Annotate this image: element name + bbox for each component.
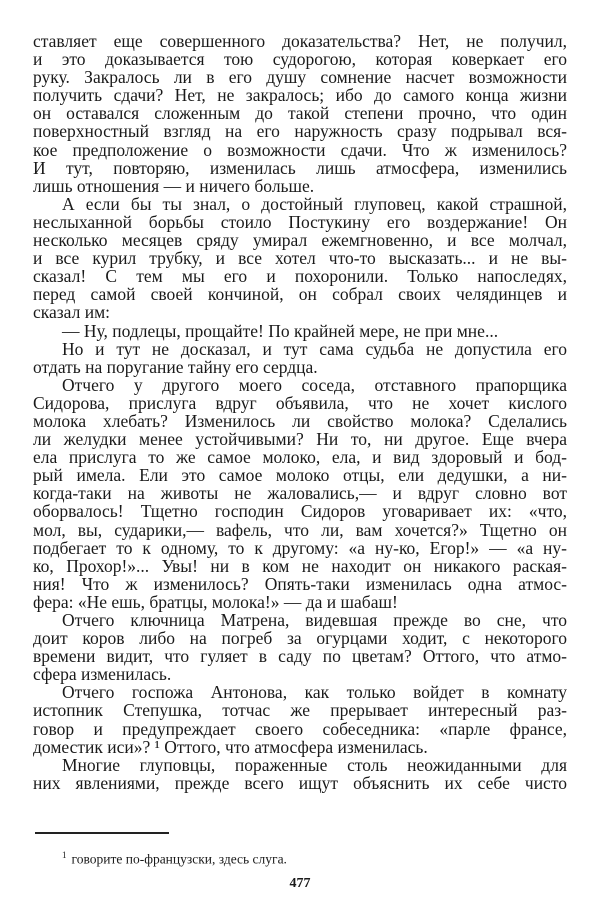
- paragraph: [33, 32, 567, 195]
- text-line: — Ну, подлецы, прощайте! По крайней мере, не при мне...: [62, 320, 499, 341]
- text-line: подбегает то к одному, то к другому: «а ну-ко, Егор!» — «а ну-: [33, 537, 567, 558]
- paragraph: [33, 322, 567, 340]
- footnote-divider: [35, 832, 169, 834]
- text-line: мол, вы, сударики,— вафель, что ли, вам хочется?» Тщетно он: [33, 519, 567, 540]
- footnote-marker: 1: [62, 850, 67, 860]
- text-line: Сидорова, прислуга вдруг объявила, что не хочет кислого: [33, 392, 567, 413]
- text-line: ко, Прохор!»... Увы! ни в ком не находит он никакого раская-: [33, 555, 567, 576]
- text-line: перед самой своей кончиной, он собрал своих челядинцев и: [33, 284, 567, 305]
- text-line: Отчего ключница Матрена, видевшая прежде во сне, что: [62, 610, 567, 630]
- text-line: и все курил трубку, и все хотел что-то высказать... и не вы-: [33, 248, 567, 269]
- page-number: 477: [289, 876, 311, 891]
- text-line: ли желудки менее устойчивыми? Ни то, ни другое. Еще вчера: [33, 429, 567, 450]
- text-line: получить сдачи? Нет, не закралось; ибо до самого конца жизни: [33, 85, 567, 106]
- text-line: Но и тут не досказал, и тут сама судьба не допустила его: [62, 338, 567, 359]
- text-line: лишь отношения — и ничего больше.: [33, 175, 315, 196]
- text-line: них явлениями, прежде всего ищут объяснить их себе чисто: [33, 772, 567, 793]
- paragraph: [33, 195, 567, 322]
- text-line: оборвалось! Тщетно господин Сидоров уговаривает их: «что,: [33, 501, 567, 522]
- paragraph: [33, 376, 567, 611]
- text-line: доместик иси»? ¹ Оттого, что атмосфера изменилась.: [33, 736, 428, 757]
- text-line: истопник Степушка, тотчас же прерывает интересный раз-: [33, 700, 567, 721]
- text-line: Отчего госпожа Антонова, как только войдет в комнату: [62, 682, 567, 703]
- text-line: отдать на поругание тайну его сердца.: [33, 356, 318, 377]
- text-line: несколько месяцев сряду умирал ежемгновенно, и все молчал,: [33, 230, 567, 251]
- footnote-text: говорите по-французски, здесь слуга.: [71, 851, 287, 867]
- text-line: молока хлебать? Изменилось ли свойство молока? Сделались: [33, 410, 567, 431]
- text-line: ния! Что ж изменилось? Опять-таки изменилась одна атмос-: [33, 573, 567, 594]
- text-line: Многие глуповцы, пораженные столь неожиданными для: [62, 754, 567, 775]
- footnote: [62, 850, 287, 868]
- text-line: сказал им:: [33, 302, 111, 323]
- text-line: неслыханной борьбы стоило Постукину его воздержание! Он: [33, 211, 567, 232]
- text-line: руку. Закралось ли в его душу сомнение насчет возможности: [33, 67, 567, 88]
- text-line: он оставался сложенным до такой степени прочно, что один: [33, 103, 567, 124]
- text-line: Отчего у другого моего соседа, отставного прапорщика: [62, 374, 567, 395]
- paragraph: [33, 683, 567, 755]
- paragraph: [33, 611, 567, 683]
- text-line: сфера изменилась.: [33, 664, 172, 685]
- text-line: когда-таки на животы не жаловались,— и вдруг словно вот: [33, 483, 567, 504]
- body-text: [33, 32, 567, 792]
- text-line: фера: «Не ешь, братцы, молока!» — да и шабаш!: [33, 591, 398, 612]
- text-line: времени видит, что гуляет в саду по цветам? Оттого, что атмо-: [33, 646, 567, 667]
- text-line: сказал! С тем мы его и похоронили. Только напоследях,: [33, 266, 567, 287]
- text-line: рый имела. Ели это самое молоко отцы, ели дедушки, а ни-: [33, 465, 567, 486]
- text-line: говор и предупреждает своего собеседника: «парле франсе,: [33, 718, 567, 739]
- text-line: ела прислуга то же самое молоко, ела, и вид здоровый и бод-: [33, 447, 567, 468]
- text-line: И тут, повторяю, изменилась лишь атмосфера, изменились: [33, 157, 567, 178]
- text-line: ставляет еще совершенного доказательства? Нет, не получил,: [33, 31, 567, 51]
- paragraph: [33, 756, 567, 792]
- text-line: и это доказывается тою судорогою, которая коверкает его: [33, 49, 567, 70]
- text-line: поверхностный взгляд на его наружность сразу подрывал вся-: [33, 121, 567, 142]
- text-line: доит коров либо на погреб за огурцами ходит, с некоторого: [33, 628, 567, 649]
- text-line: кое предположение о возможности сдачи. Что ж изменилось?: [33, 139, 567, 160]
- text-line: А если бы ты знал, о достойный глуповец, какой страшной,: [62, 193, 567, 214]
- paragraph: [33, 340, 567, 376]
